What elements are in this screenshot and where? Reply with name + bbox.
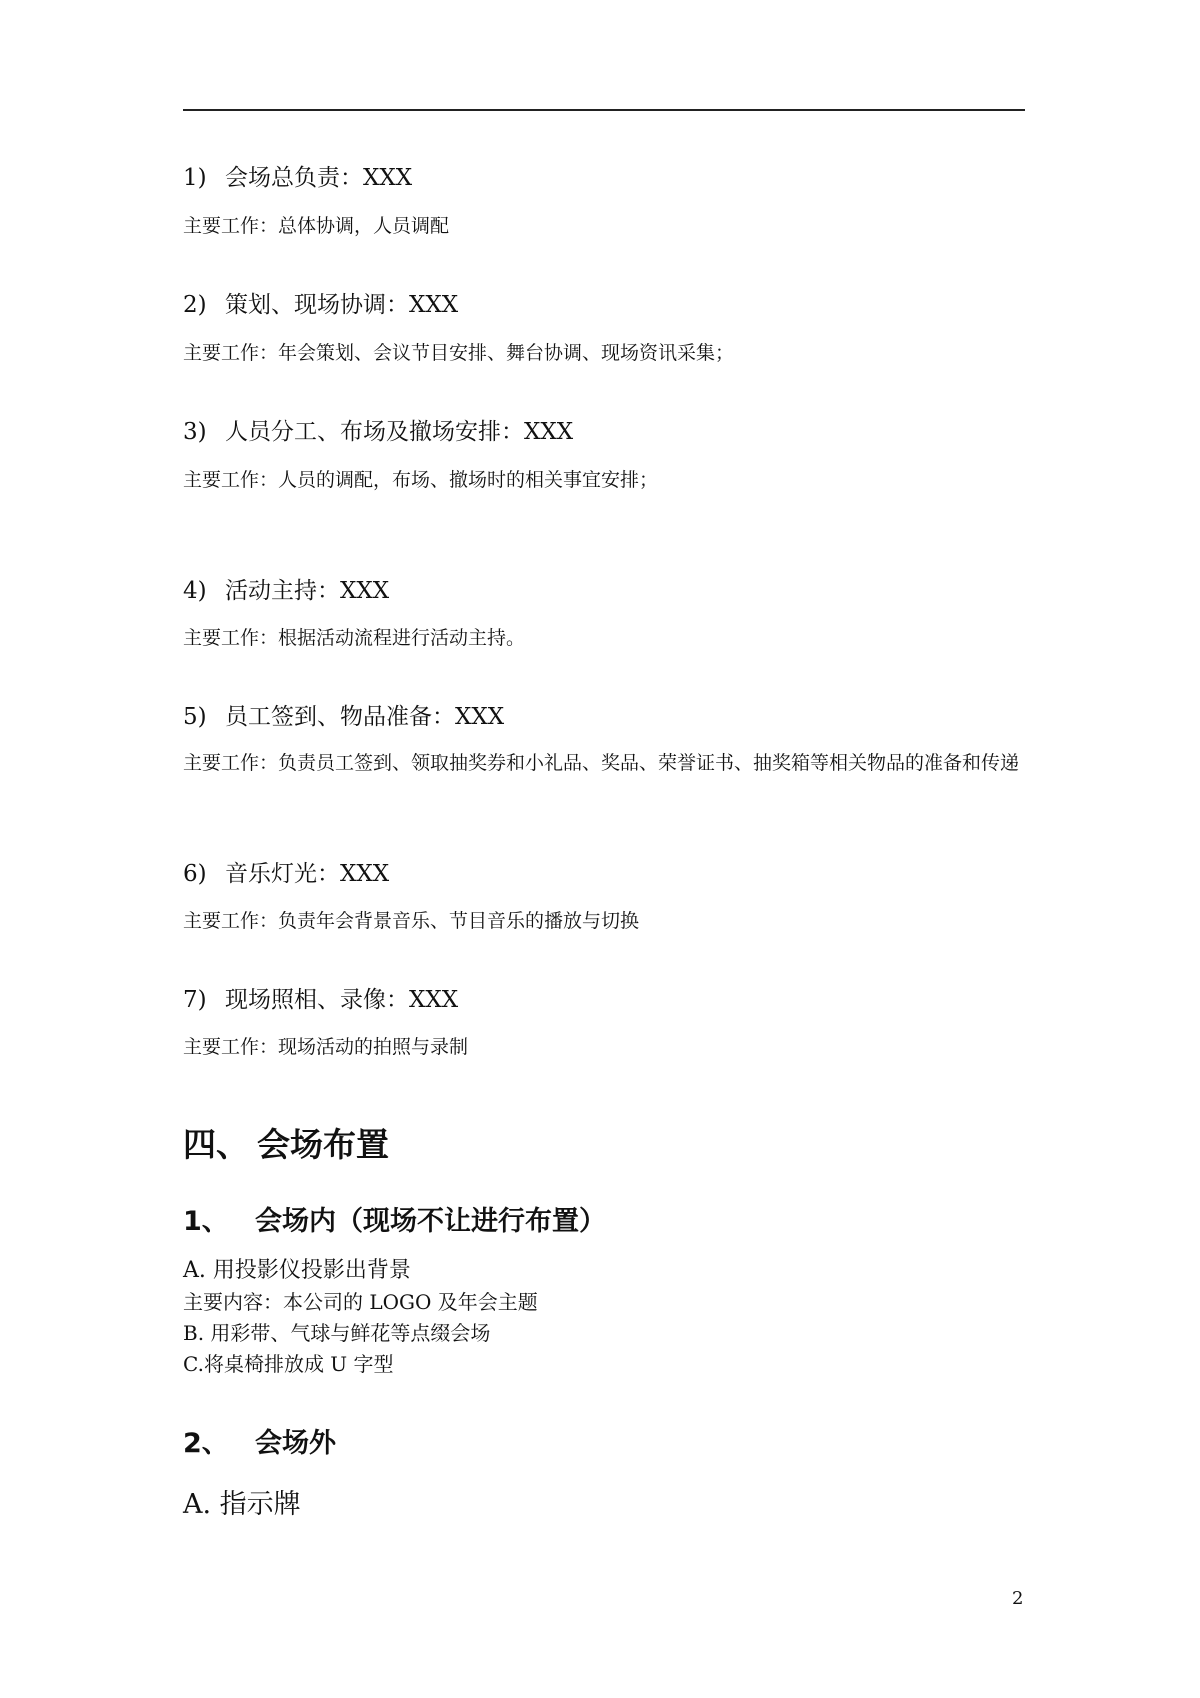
- subsection-title: 会场内（现场不让进行布置）: [255, 1206, 606, 1237]
- subsection-1-heading: [183, 1204, 606, 1240]
- role-6-desc: 主要工作：负责年会背景音乐、节目音乐的播放与切换: [183, 910, 640, 932]
- role-number: 2): [183, 292, 207, 318]
- role-5-desc: 主要工作：负责员工签到、领取抽奖券和小礼品、奖品、荣誉证书、抽奖箱等相关物品的准备和传递: [183, 752, 1020, 774]
- role-1-title: [183, 163, 412, 193]
- role-1-desc: 主要工作：总体协调，人员调配: [183, 215, 450, 237]
- role-title-text: 人员分工、布场及撤场安排：XXX: [225, 419, 574, 445]
- role-4-desc: 主要工作：根据活动流程进行活动主持。: [183, 627, 526, 649]
- venue-inside-line-content: 主要内容：本公司的 LOGO 及年会主题: [183, 1290, 538, 1314]
- page-number: 2: [1012, 1588, 1024, 1609]
- section-number: 四、: [183, 1125, 249, 1164]
- role-3-desc: 主要工作：人员的调配，布场、撤场时的相关事宜安排；: [183, 469, 659, 491]
- role-6-title: [183, 859, 389, 889]
- subsection-2-heading: [183, 1426, 336, 1462]
- subsection-title: 会场外: [255, 1428, 336, 1459]
- venue-inside-line-c: C.将桌椅排放成 U 字型: [183, 1352, 394, 1376]
- role-title-text: 策划、现场协调：XXX: [225, 292, 459, 318]
- role-title-text: 现场照相、录像：XXX: [225, 987, 459, 1013]
- subsection-number: 2、: [183, 1428, 229, 1459]
- subsection-number: 1、: [183, 1206, 229, 1237]
- role-number: 6): [183, 861, 207, 887]
- role-title-text: 活动主持：XXX: [225, 578, 390, 604]
- section-heading: [183, 1125, 389, 1165]
- venue-inside-line-b: B. 用彩带、气球与鲜花等点缀会场: [183, 1321, 491, 1345]
- role-title-text: 音乐灯光：XXX: [225, 861, 390, 887]
- role-number: 7): [183, 987, 207, 1013]
- role-3-title: [183, 417, 573, 447]
- role-number: 1): [183, 165, 207, 191]
- role-number: 4): [183, 578, 207, 604]
- section-title: 会场布置: [257, 1125, 389, 1164]
- role-4-title: [183, 576, 389, 606]
- role-2-desc: 主要工作：年会策划、会议节目安排、舞台协调、现场资讯采集；: [183, 342, 735, 364]
- role-number: 5): [183, 704, 207, 730]
- role-2-title: [183, 290, 458, 320]
- role-title-text: 会场总负责：XXX: [225, 165, 413, 191]
- role-7-title: [183, 985, 458, 1015]
- venue-outside-item-a: A. 指示牌: [183, 1489, 301, 1520]
- role-title-text: 员工签到、物品准备：XXX: [225, 704, 505, 730]
- role-5-title: [183, 702, 504, 732]
- venue-inside-line-a: A. 用投影仪投影出背景: [183, 1258, 411, 1283]
- role-number: 3): [183, 419, 207, 445]
- header-rule: [183, 109, 1025, 111]
- role-7-desc: 主要工作：现场活动的拍照与录制: [183, 1036, 469, 1058]
